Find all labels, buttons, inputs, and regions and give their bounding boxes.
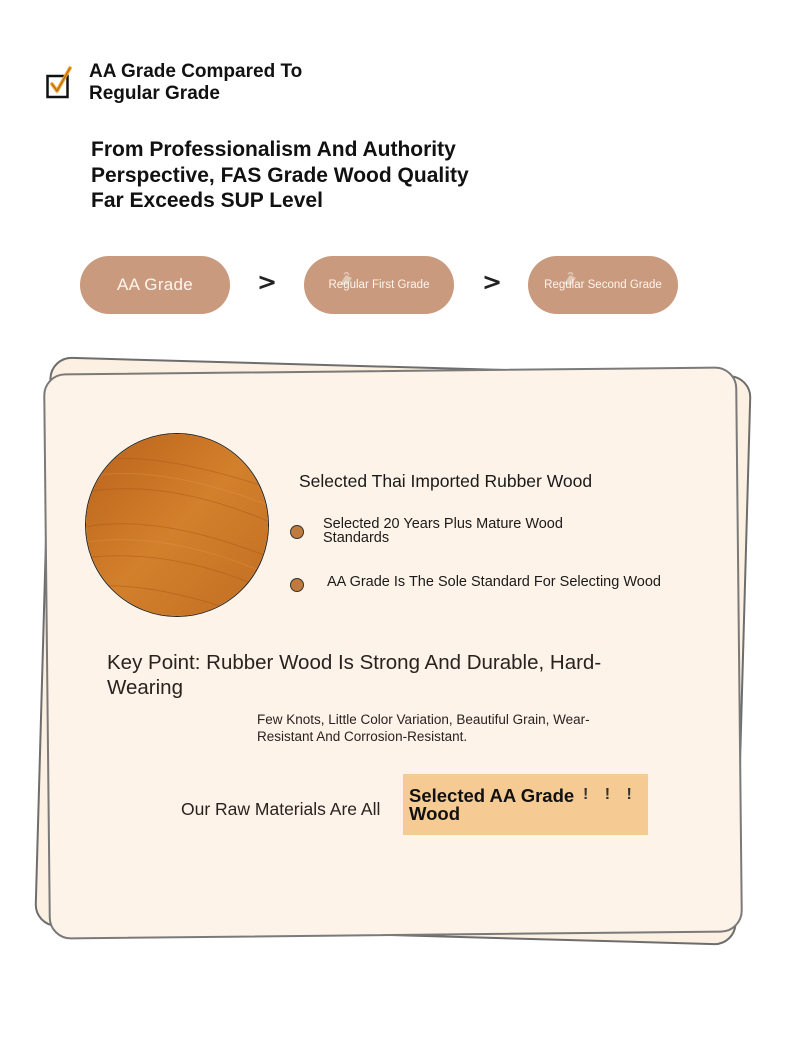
wood-type-title: Selected Thai Imported Rubber Wood [299,471,593,491]
wood-sample-image [85,433,269,617]
bullet-dot-icon [290,578,304,592]
grade-pill-aa-label: AA Grade [116,275,194,294]
grade-pill-first-label: Regular First Grade [328,279,430,291]
bullet-text: Selected 20 Years Plus Mature Wood Standards [323,516,563,546]
greater-than-separator: > [482,268,503,296]
exclamation-marks: ! ! ! [583,786,638,803]
key-point-heading: Key Point: Rubber Wood Is Strong And Durable, Hard-Wearing [107,651,602,699]
grade-pill-first [304,256,454,314]
raw-materials-label: Our Raw Materials Are All [181,799,381,819]
bullet-text: AA Grade Is The Sole Standard For Selecting Wood [327,574,661,590]
raw-materials-value: Selected AA Grade Wood [409,785,575,824]
key-point-description: Few Knots, Little Color Variation, Beautiful Grain, Wear-Resistant And Corrosion-Resistant. [257,712,590,744]
greater-than-separator: > [257,268,278,296]
section-subheading: From Professionalism And Authority Perspective, FAS Grade Wood Quality Far Exceeds SUP Level [91,138,469,212]
checkbox-check-icon [46,64,72,100]
grade-pill-aa [80,256,230,314]
bullet-dot-icon [290,525,304,539]
grade-pill-second-label: Regular Second Grade [544,279,662,291]
section-heading: AA Grade Compared To Regular Grade [89,61,303,104]
grade-pill-second [528,256,678,314]
